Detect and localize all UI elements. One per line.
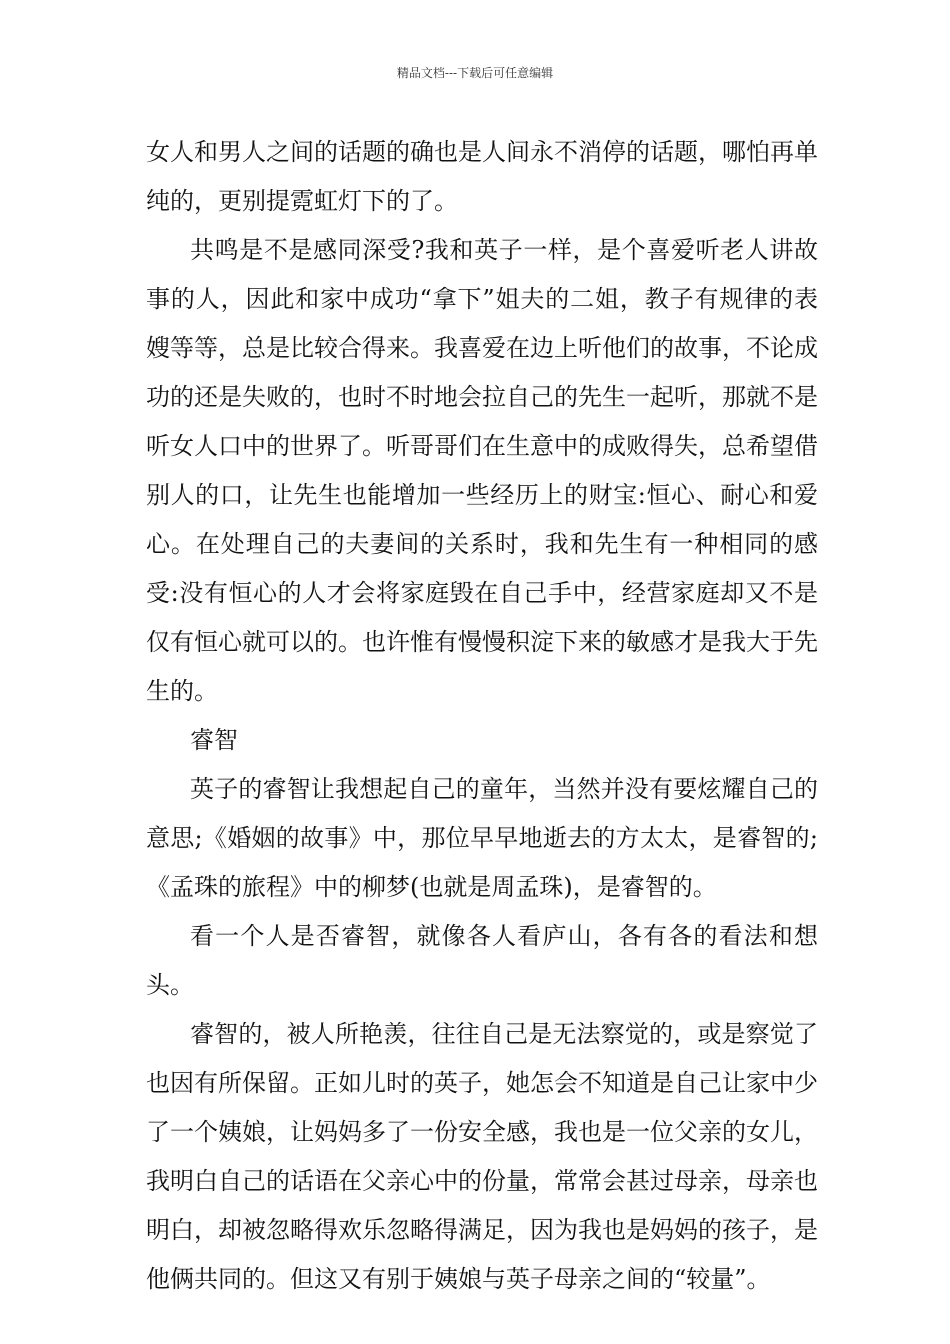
paragraph-1: 女人和男人之间的话题的确也是人间永不消停的话题，哪怕再单纯的，更别提霓虹灯下的了。 [146,138,818,215]
document-body [146,128,818,1304]
paragraph-3: 英子的睿智让我想起自己的童年，当然并没有要炫耀自己的意思;《婚姻的故事》中，那位早早地逝去的方太太，是睿智的;《孟珠的旅程》中的柳梦(也就是周孟珠)，是睿智的。 [146,775,818,901]
paragraph-4: 看一个人是否睿智，就像各人看庐山，各有各的看法和想头。 [146,922,818,999]
paragraph-5: 睿智的，被人所艳羡，往往自己是无法察觉的，或是察觉了也因有所保留。正如儿时的英子，她怎会不知道是自己让家中少了一个姨娘，让妈妈多了一份安全感，我也是一位父亲的女儿，我明白自己的话语在父亲心中的份量，常常会甚过母亲，母亲也明白，却被忽略得欢乐忽略得满足，因为我也是妈妈的孩子，是他俩共同的。但这又有别于姨娘与英子母亲之间的“较量”。 [146,1020,818,1293]
section-heading-ruizhi: 睿智 [190,726,238,754]
page-header: 精品文档---下载后可任意编辑 [396,66,554,80]
paragraph-2: 共鸣是不是感同深受?我和英子一样，是个喜爱听老人讲故事的人，因此和家中成功“拿下”姐夫的二姐，教子有规律的表嫂等等，总是比较合得来。我喜爱在边上听他们的故事，不论成功的还是失败的，也时不时地会拉自己的先生一起听，那就不是听女人口中的世界了。听哥哥们在生意中的成败得失，总希望借别人的口，让先生也能增加一些经历上的财宝:恒心、耐心和爱心。在处理自己的夫妻间的关系时，我和先生有一种相同的感受:没有恒心的人才会将家庭毁在自己手中，经营家庭却又不是仅有恒心就可以的。也许惟有慢慢积淀下来的敏感才是我大于先生的。 [146,236,818,705]
